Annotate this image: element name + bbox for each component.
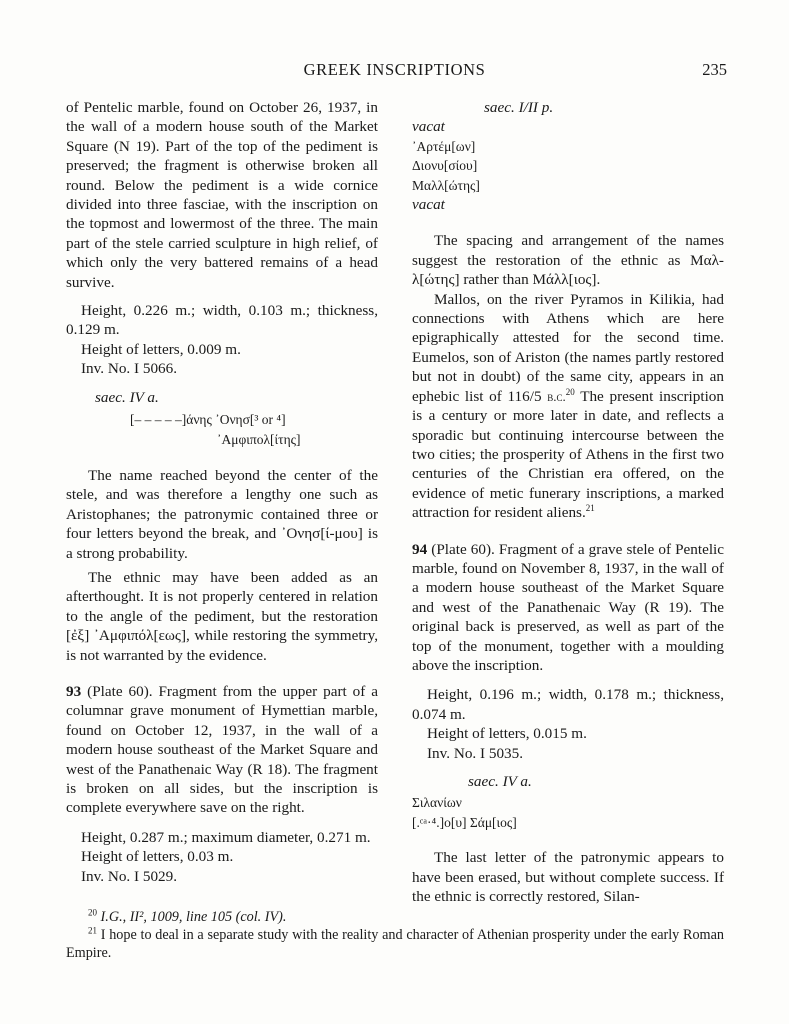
footnote-text: I.G., II², 1009, line 105 (col. IV). (100, 909, 287, 925)
inscription-line-1: [– – – – –]άνης ᾿Ονησ[³ or ⁴] (130, 412, 286, 428)
entry-number-94: 94 (412, 540, 428, 558)
inscription-93-text (412, 117, 724, 214)
paragraph-mallos (412, 290, 724, 523)
inventory-number: Inv. No. I 5029. (81, 867, 178, 885)
footnote-number: 21 (88, 925, 97, 936)
inscription-line-1: ᾿Αρτέμ[ων] (412, 138, 476, 154)
footnote-number: 20 (88, 907, 97, 918)
inventory-number: Inv. No. I 5035. (427, 744, 524, 762)
inscription-92-measurements (66, 301, 378, 379)
entry-94-text: (Plate 60). Fragment of a grave stele of Pentelic marble, found on November 8, 1937, in the wall of a modern house southeast of the Market Square and west of the Panathenaic Way (R 19). The original back is preserved, as well as part of the top of the monument, together with a moulding above the inscription. (412, 540, 725, 674)
measure-letters: Height of letters, 0.03 m. (81, 848, 234, 866)
footnote-21 (66, 926, 724, 962)
paragraph-92-description: of Pentelic marble, found on October 26, 1937, in the wall of a modern house south of the Market Square (N 19). Part of the top of the pediment is preserved; the fragment is otherwise broken all round. Below the pediment is a wide cornice divided into three fasciae, with the inscription on the topmost and lowermost of the three. The main part of the stele carried sculpture in high relief, of which only the very battered remains of a head survive. (66, 99, 378, 291)
inscription-92-text (66, 388, 378, 449)
inscription-line-2: ᾿Αμφιπολ[ίτης] (217, 431, 301, 447)
inscription-94-text (412, 772, 724, 832)
measure-dimensions: Height, 0.287 m.; maximum diameter, 0.271 m. (81, 828, 371, 846)
page-number: 235 (702, 60, 727, 79)
inventory-number: Inv. No. I 5066. (81, 360, 178, 378)
date-label: saec. I/II p. (484, 99, 554, 116)
inscription-line-1: Σιλανίων (412, 795, 462, 811)
footnote-text: I hope to deal in a separate study with the reality and character of Athenian prosperity under the early Roman Empire. (66, 927, 724, 961)
measure-dimensions: Height, 0.196 m.; width, 0.178 m.; thickness, 0.074 m. (412, 686, 724, 723)
measure-letters: Height of letters, 0.009 m. (81, 340, 241, 358)
inscription-line-2: [.ᶜᵃ·⁴.]ο[υ] Σάμ[ιος] (412, 814, 517, 830)
inscription-94-measurements (412, 685, 724, 763)
measure-letters: Height of letters, 0.015 m. (427, 725, 587, 743)
footnote-ref-20[interactable]: 20 (565, 386, 575, 397)
running-header: GREEK INSCRIPTIONS (303, 60, 486, 79)
entry-93 (66, 682, 378, 818)
footnote-ref-21[interactable]: 21 (585, 503, 595, 514)
entry-93-text: (Plate 60). Fragment from the upper part of a columnar grave monument of Hymettian marble, found on October 12, 1937, in the wall of a modern house southeast of the Market Square and west of the Panathenaic Way (R 18). The fragment is broken on all sides, but the inscription is complete everywhere save on the right. (66, 682, 379, 817)
vacat-label: vacat (412, 118, 445, 136)
footnote-20 (66, 908, 724, 926)
paragraph-name-restoration: The name reached beyond the center of the stele, and was therefore a lengthy one such as Aristophanes; the patronymic contained three or four letters beyond the break, and ᾿Ονησ[ί-μου] is a strong probability. (66, 466, 378, 562)
inscription-line-2: Διονυ[σίου] (412, 158, 478, 174)
paragraph-ethnic: The ethnic may have been added as an afterthought. It is not properly centered in relation to the angle of the pediment, but the restoration [ἐξ] ᾿Αμφιπόλ[εως], while restoring the symmetry, is not warranted by the evidence. (66, 568, 378, 664)
inscription-93-measurements (66, 828, 378, 886)
right-column (412, 98, 724, 906)
paragraph-erased-letter: The last letter of the patronymic appears to have been erased, but without complete success. If the ethnic is correctly restored, Silan- (412, 849, 724, 906)
paragraph-mallos-part-b: The present inscription is a century or more later in date, and reflects a sporadic but continuing intercourse between the two cities; the prosperity of Athens in the first two centuries of the Christian era offered, on the evidence of metic funerary inscriptions, a marked attraction for resident aliens. (412, 387, 724, 522)
footnotes (66, 908, 724, 962)
paragraph-mallos-part-a: Mallos, on the river Pyramos in Kilikia, had connections with Athens which are here epigraphically attested for the second time. Eumelos, son of Ariston (the names partly restored but not in doubt) of the same city, appears in an ephebic list of 116/5 (412, 290, 724, 405)
paragraph-spacing: The spacing and arrangement of the names suggest the restoration of the ethnic as Μαλ-λ[ώτης] rather than Μάλλ[ιος]. (412, 232, 724, 289)
vacat-label: vacat (412, 196, 445, 214)
date-label: saec. IV a. (95, 388, 159, 406)
date-label: saec. IV a. (468, 773, 532, 790)
entry-number-93: 93 (66, 682, 82, 700)
measure-dimensions: Height, 0.226 m.; width, 0.103 m.; thickness, 0.129 m. (66, 302, 378, 339)
entry-94 (412, 540, 724, 676)
left-column (66, 98, 378, 886)
inscription-line-3: Μαλλ[ώτης] (412, 177, 480, 193)
era-abbreviation: b.c. (547, 388, 566, 404)
